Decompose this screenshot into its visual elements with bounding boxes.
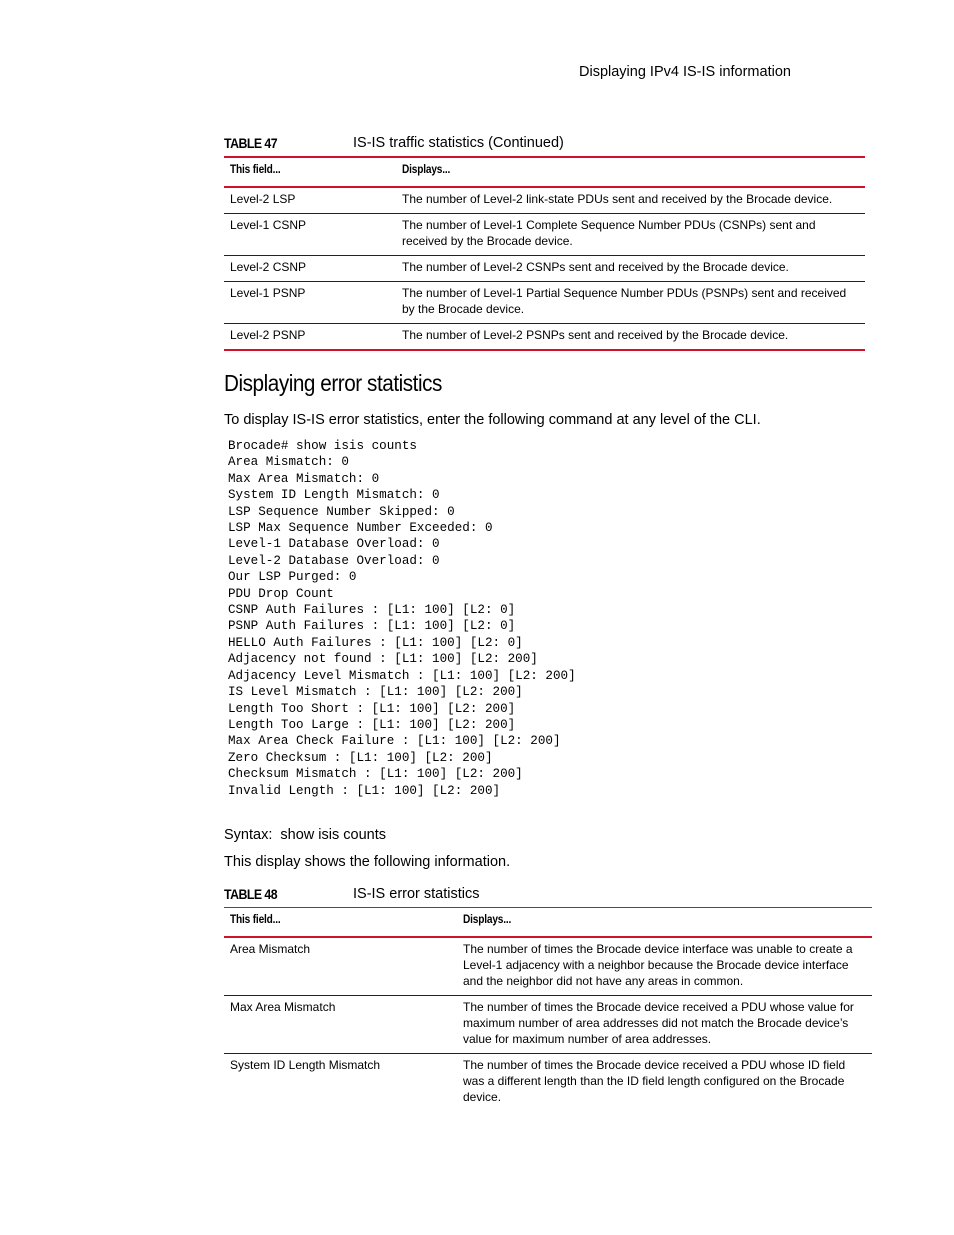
table-header — [224, 907, 872, 938]
table-row — [224, 256, 865, 282]
table-number: TABLE 47 — [224, 135, 278, 151]
code-line: CSNP Auth Failures : [L1: 100] [L2: 0] — [228, 603, 516, 618]
description-cell: The number of Level-2 CSNPs sent and received by the Brocade device. — [402, 260, 789, 274]
code-line: Checksum Mismatch : [L1: 100] [L2: 200] — [228, 767, 523, 782]
code-line: Brocade# show isis counts — [228, 439, 417, 453]
code-line: System ID Length Mismatch: 0 — [228, 488, 440, 503]
code-line: Max Area Mismatch: 0 — [228, 471, 380, 486]
code-line: Max Area Check Failure : [L1: 100] [L2: 200] — [228, 734, 561, 749]
column-header-field: This field... — [230, 914, 281, 926]
intro-paragraph: To display IS-IS error statistics, enter the following command at any level of the CLI. — [224, 412, 761, 428]
column-header-displays: Displays... — [463, 914, 512, 926]
code-line: Level-1 Database Overload: 0 — [228, 537, 440, 552]
code-line: Adjacency Level Mismatch : [L1: 100] [L2: 200] — [228, 668, 576, 683]
code-line: LSP Sequence Number Skipped: 0 — [228, 504, 455, 519]
code-line: Length Too Short : [L1: 100] [L2: 200] — [228, 701, 516, 716]
code-line: Level-2 Database Overload: 0 — [228, 553, 440, 568]
table-row — [224, 1054, 872, 1111]
column-header-displays: Displays... — [402, 164, 451, 176]
table-row — [224, 938, 872, 996]
field-cell: Area Mismatch — [230, 942, 311, 956]
code-line: PSNP Auth Failures : [L1: 100] [L2: 0] — [228, 619, 516, 634]
code-line: LSP Max Sequence Number Exceeded: 0 — [228, 521, 493, 536]
code-line: Area Mismatch: 0 — [228, 455, 349, 470]
column-header-field: This field... — [230, 164, 281, 176]
section-heading: Displaying error statistics — [224, 370, 442, 396]
code-line: PDU Drop Count — [228, 586, 334, 601]
description-cell: The number of Level-2 PSNPs sent and received by the Brocade device. — [402, 328, 789, 342]
table-47 — [224, 156, 865, 351]
description-cell: The number of Level-1 Complete Sequence Number PDUs (CSNPs) sent and received by the Brocade device. — [402, 218, 816, 248]
description-cell: The number of times the Brocade device received a PDU whose value for maximum number of area addresses did not match the Brocade device’s value for maximum number of area addresses. — [463, 1000, 854, 1046]
field-cell: System ID Length Mismatch — [230, 1058, 381, 1072]
table-number: TABLE 48 — [224, 886, 278, 902]
description-cell: The number of times the Brocade device received a PDU whose ID field was a different length than the ID field length configured on the Brocade device. — [463, 1058, 846, 1104]
table-row — [224, 996, 872, 1054]
field-cell: Level-2 LSP — [230, 192, 296, 206]
syntax-label: Syntax: — [224, 827, 273, 843]
cli-output — [228, 438, 576, 799]
table-48-caption — [224, 886, 480, 903]
field-cell: Max Area Mismatch — [230, 1000, 336, 1014]
field-cell: Level-2 CSNP — [230, 260, 307, 274]
field-cell: Level-1 PSNP — [230, 286, 306, 300]
code-line: Our LSP Purged: 0 — [228, 570, 357, 585]
field-cell: Level-2 PSNP — [230, 328, 306, 342]
table-row — [224, 188, 865, 214]
info-paragraph: This display shows the following information. — [224, 854, 511, 870]
table-48 — [224, 907, 872, 1111]
code-line: Zero Checksum : [L1: 100] [L2: 200] — [228, 750, 493, 765]
table-header — [224, 156, 865, 188]
table-row — [224, 324, 865, 351]
code-line: Adjacency not found : [L1: 100] [L2: 200] — [228, 652, 538, 667]
code-line: HELLO Auth Failures : [L1: 100] [L2: 0] — [228, 635, 523, 650]
syntax-command: show isis counts — [280, 827, 386, 843]
code-line: Length Too Large : [L1: 100] [L2: 200] — [228, 717, 516, 732]
table-row — [224, 214, 865, 256]
table-title: IS-IS error statistics — [353, 886, 480, 902]
syntax-line — [224, 827, 386, 843]
description-cell: The number of Level-2 link-state PDUs sent and received by the Brocade device. — [402, 192, 833, 206]
description-cell: The number of Level-1 Partial Sequence Number PDUs (PSNPs) sent and received by the Brocade device. — [402, 286, 847, 316]
code-line: Invalid Length : [L1: 100] [L2: 200] — [228, 783, 501, 798]
description-cell: The number of times the Brocade device interface was unable to create a Level-1 adjacency with a neighbor because the Brocade device interface and the neighbor did not have any areas in common. — [463, 942, 853, 988]
code-line: IS Level Mismatch : [L1: 100] [L2: 200] — [228, 685, 523, 700]
running-header: Displaying IPv4 IS-IS information — [579, 64, 791, 80]
field-cell: Level-1 CSNP — [230, 218, 307, 232]
table-title: IS-IS traffic statistics (Continued) — [353, 135, 564, 151]
table-row — [224, 282, 865, 324]
table-47-caption — [224, 135, 564, 152]
